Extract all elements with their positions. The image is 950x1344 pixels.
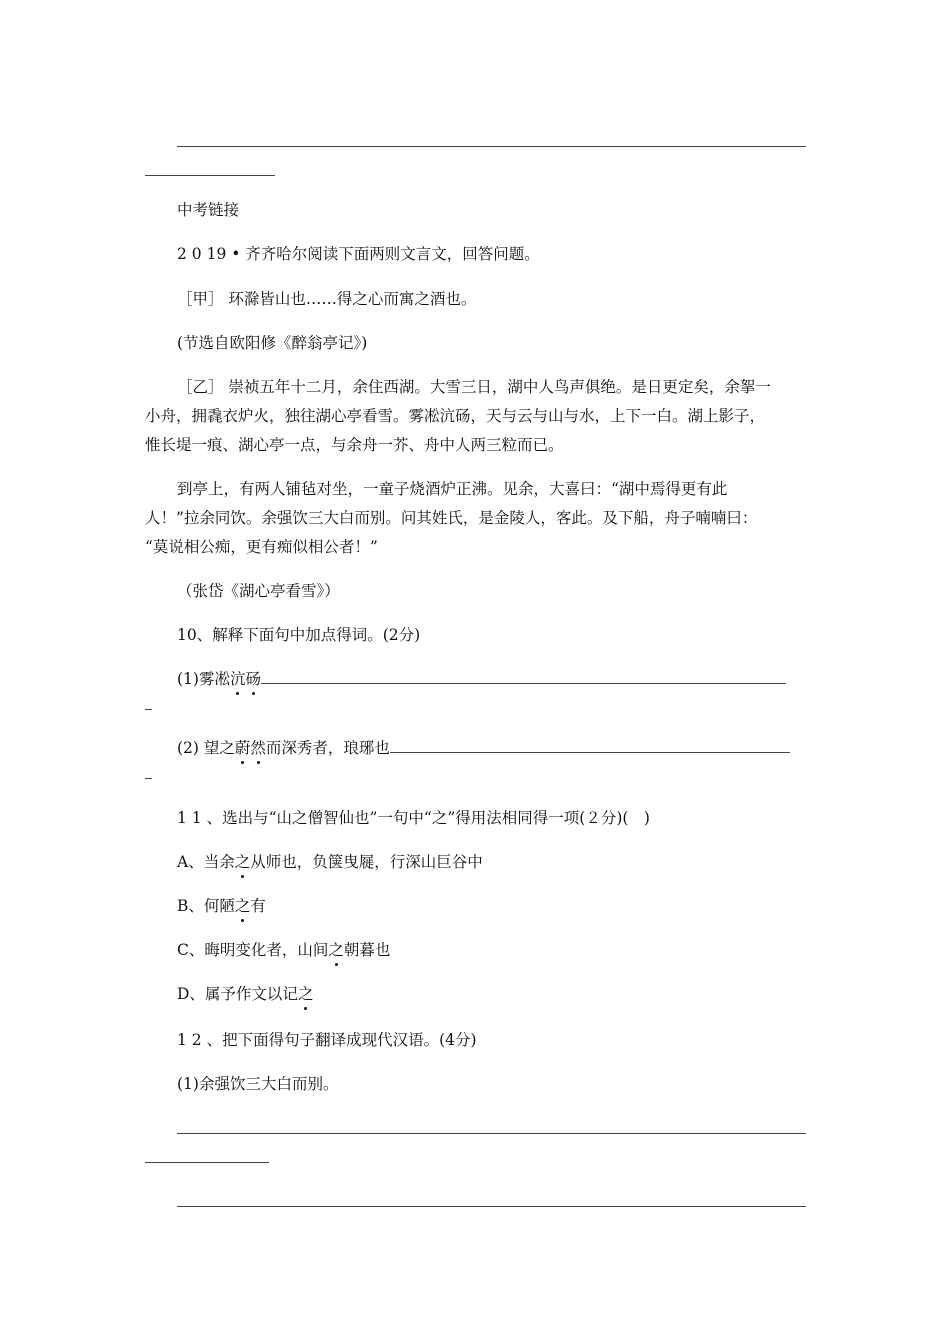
passage-yi-line: 到亭上，有两人铺毡对坐，一童子烧酒炉正沸。见余，大喜曰：“湖中焉得更有此 (177, 480, 728, 498)
answer-line (145, 175, 275, 176)
passage-yi-line: 小舟，拥毳衣炉火，独往湖心亭看雪。雾凇沆砀，天与云与山与水，上下一白。湖上影子， (145, 407, 766, 425)
answer-line[interactable] (177, 1206, 806, 1207)
item-text: (2) 望之 (177, 739, 235, 757)
dotted-character: 之 (234, 853, 251, 871)
dotted-character: 蔚 (234, 739, 251, 757)
section-title: 中考链接 (177, 201, 240, 219)
question-12-item-1: (1)余强饮三大白而别。 (177, 1075, 339, 1093)
option-b[interactable] (177, 896, 266, 916)
dotted-character: 砀 (245, 670, 261, 688)
answer-line (145, 709, 152, 710)
question-12-title: 1 2 、把下面得句子翻译成现代汉语。(4分) (177, 1031, 477, 1049)
dotted-character: 然 (250, 739, 266, 757)
answer-line[interactable] (145, 1162, 269, 1163)
source-yi: （张岱《湖心亭看雪》） (177, 582, 340, 600)
option-a[interactable] (177, 852, 483, 872)
dotted-character: 之 (297, 985, 314, 1003)
question-11-title: 1 1 、选出与“山之僧智仙也”一句中“之”得用法相同得一项(２分)( ) (177, 809, 650, 827)
item-text: (1)雾凇 (177, 670, 230, 688)
question-10-item-1 (177, 669, 786, 689)
option-d[interactable] (177, 984, 313, 1004)
question-10-title: 10、解释下面句中加点得词。(2分) (177, 626, 421, 644)
source-jia: (节选自欧阳修《醉翁亭记》) (177, 334, 368, 352)
passage-yi-line: 人！”拉余同饮。余强饮三大白而别。问其姓氏，是金陵人，客此。及下船，舟子喃喃曰： (145, 509, 758, 527)
option-text: A、当余 (177, 853, 235, 871)
intro-text: 2 0 19 • 齐齐哈尔阅读下面两则文言文，回答问题。 (177, 245, 540, 263)
option-text: 从师也，负箧曳屣，行深山巨谷中 (250, 853, 483, 871)
dotted-character: 之 (234, 897, 251, 915)
answer-blank[interactable] (261, 669, 786, 684)
option-text: B、何陋 (177, 897, 235, 915)
passage-yi-line: 惟长堤一痕、湖心亭一点，与余舟一芥、舟中人两三粒而已。 (145, 436, 564, 454)
option-c[interactable] (177, 940, 390, 960)
option-text: D、属予作文以记 (177, 985, 298, 1003)
answer-blank[interactable] (390, 738, 790, 753)
answer-line[interactable] (177, 1133, 806, 1134)
option-text: 有 (250, 897, 266, 915)
passage-yi-line: “莫说相公痴，更有痴似相公者！” (145, 538, 378, 556)
passage-jia: ［甲］ 环滁皆山也……得之心而寓之酒也。 (177, 290, 477, 308)
option-text: C、晦明变化者，山间 (177, 941, 329, 959)
item-text: 而深秀者，琅琊也 (265, 739, 390, 757)
question-10-item-2 (177, 738, 790, 758)
answer-line (177, 146, 806, 147)
dotted-character: 沆 (229, 670, 246, 688)
dotted-character: 之 (328, 941, 344, 959)
passage-yi-line: ［乙］ 崇祯五年十二月，余住西湖。大雪三日，湖中人鸟声俱绝。是日更定矣，余挐一 (177, 378, 771, 396)
answer-line (145, 778, 152, 779)
option-text: 朝暮也 (343, 941, 391, 959)
